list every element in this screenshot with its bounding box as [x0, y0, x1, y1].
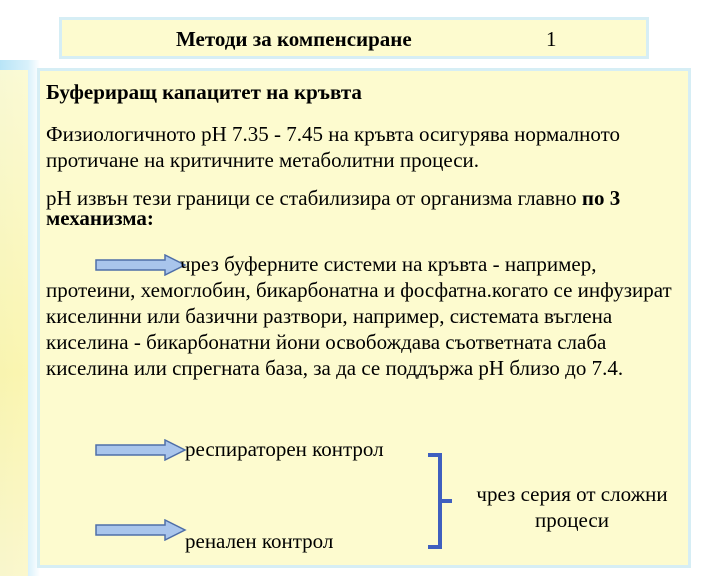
- slide-number: 1: [546, 27, 557, 51]
- content-heading: Буфериращ капацитет на кръвта: [46, 80, 362, 104]
- paragraph-mechanisms: [46, 188, 696, 228]
- side-decoration-yellow: [0, 70, 28, 576]
- bracket-note: чрез серия от сложни процеси: [476, 482, 668, 532]
- content-panel: [37, 68, 691, 568]
- arrow-right-icon: [95, 439, 187, 461]
- paragraph-mechanisms-text: рН извън тези граници се стабилизира от организма главно: [46, 186, 582, 210]
- mechanism-respiratory: респираторен контрол: [185, 437, 384, 461]
- paragraph-physiological-ph: Физиологичното рН 7.35 - 7.45 на кръвта осигурява нормалното протичане на критичните метаболитни процеси.: [46, 122, 620, 172]
- paragraph-mechanisms-bold: по 3 механизма:: [46, 186, 621, 230]
- mechanism-buffer-systems: чрез буферните системи на кръвта - например, протеини, хемоглобин, бикарбонатна и фосфатна.когато се инфузират киселинни или базични разтвори, например, системата въглена киселина - бикарбонатни йони освобождава съответната слаба киселина или спрегната база, за да се поддържа рН близо до 7.4.: [46, 252, 672, 380]
- slide-title: Методи за компенсиране: [176, 27, 412, 51]
- title-box: [59, 17, 649, 59]
- mechanism-renal: ренален контрол: [185, 529, 334, 553]
- right-bracket-icon: [424, 451, 454, 551]
- arrow-right-icon: [95, 519, 187, 541]
